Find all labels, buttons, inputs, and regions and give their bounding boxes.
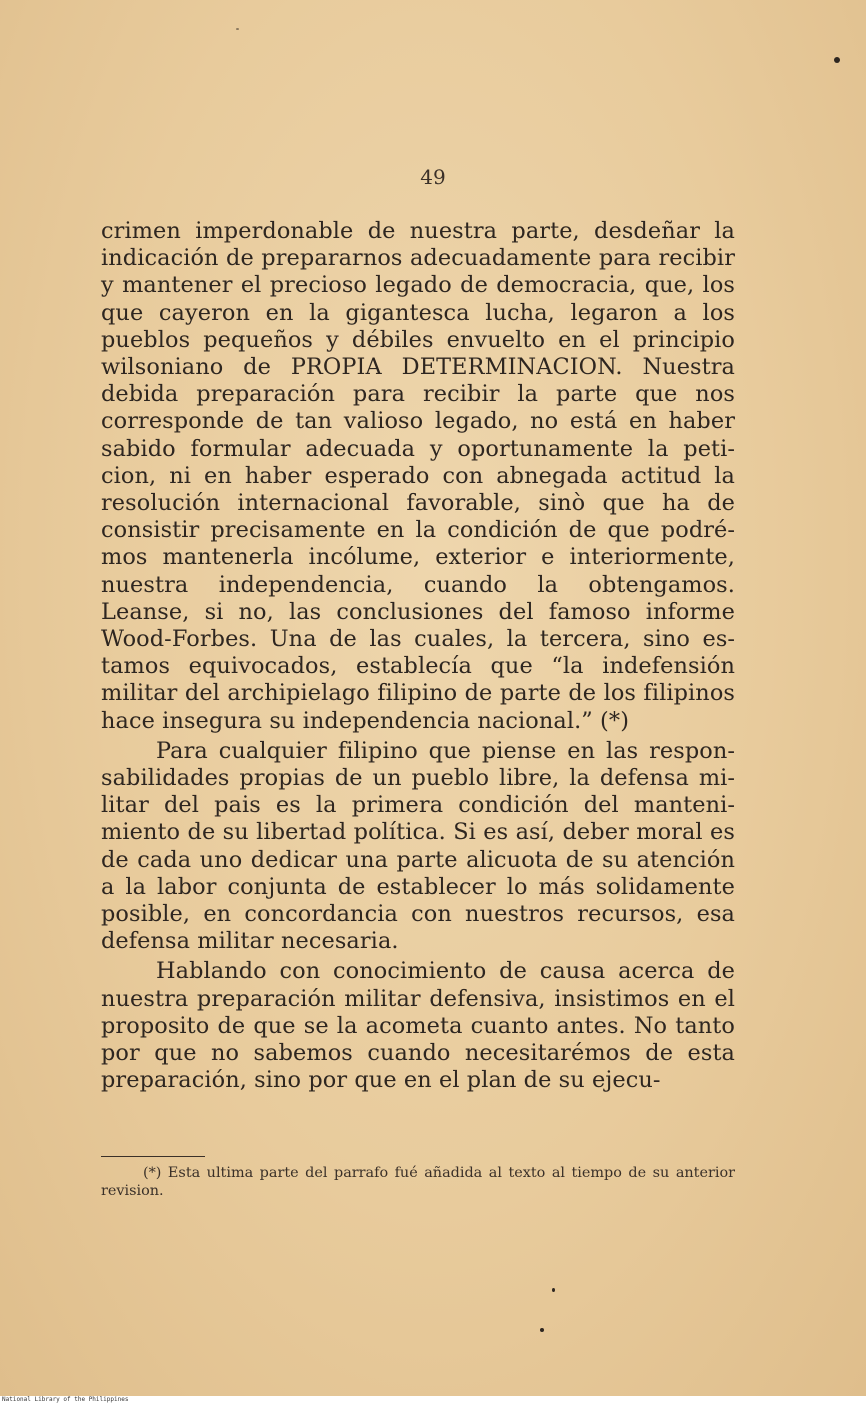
paragraph-1: crimen imperdonable de nuestra parte, desdeñar la indicación de prepararnos adecuadamente para recibir y mantener el precioso legado de democracia, que, los que cayeron en la gigantesca lucha, legaron a los pueblos pequeños y débiles envuelto en el principio wilsoniano de PROPIA DETERMINACION. Nuestra debida preparación para recibir la parte que nos corresponde de tan valioso legado, no está en haber sabido formular adecuada y oportunamente la peticion, ni en haber esperado con abnegada actitud la resolución internacional favorable, sinò que ha de consistir precisamente en la condición de que podrémos mantenerla incólume, exterior e interiormente, nuestra independencia, cuando la obtengamos. Leanse, si no, las conclusiones del famoso informe Wood-Forbes. Una de las cuales, la tercera, sino estamos equivocados, establecía que “la indefensión militar del archipielago filipino de parte de los filipinos hace insegura su independencia nacional.” (*) <box>101 218 735 734</box>
footnote-divider <box>101 1156 205 1157</box>
library-credit: National Library of the Philippines <box>2 1396 129 1403</box>
footnote: (*) Esta ultima parte del parrafo fué añadida al texto al tiempo de su anterior revision. <box>101 1165 735 1199</box>
footer-strip <box>0 1396 866 1403</box>
scan-speck <box>834 57 840 63</box>
scan-speck <box>552 1288 555 1292</box>
body-text <box>101 218 735 1095</box>
scan-speck <box>236 28 239 30</box>
page-number: 49 <box>420 165 446 189</box>
scan-speck <box>540 1328 544 1332</box>
paragraph-3: Hablando con conocimiento de causa acerca de nuestra preparación militar defensiva, insistimos en el proposito de que se la acometa cuanto antes. No tanto por que no sabemos cuando necesitarémos de esta preparación, sino por que en el plan de su ejecu- <box>101 958 735 1094</box>
paragraph-2: Para cualquier filipino que piense en las responsabilidades propias de un pueblo libre, la defensa militar del pais es la primera condición del mantenimiento de su libertad política. Si es así, deber moral es de cada uno dedicar una parte alicuota de su atención a la labor conjunta de establecer lo más solidamente posible, en concordancia con nuestros recursos, esa defensa militar necesaria. <box>101 737 735 955</box>
